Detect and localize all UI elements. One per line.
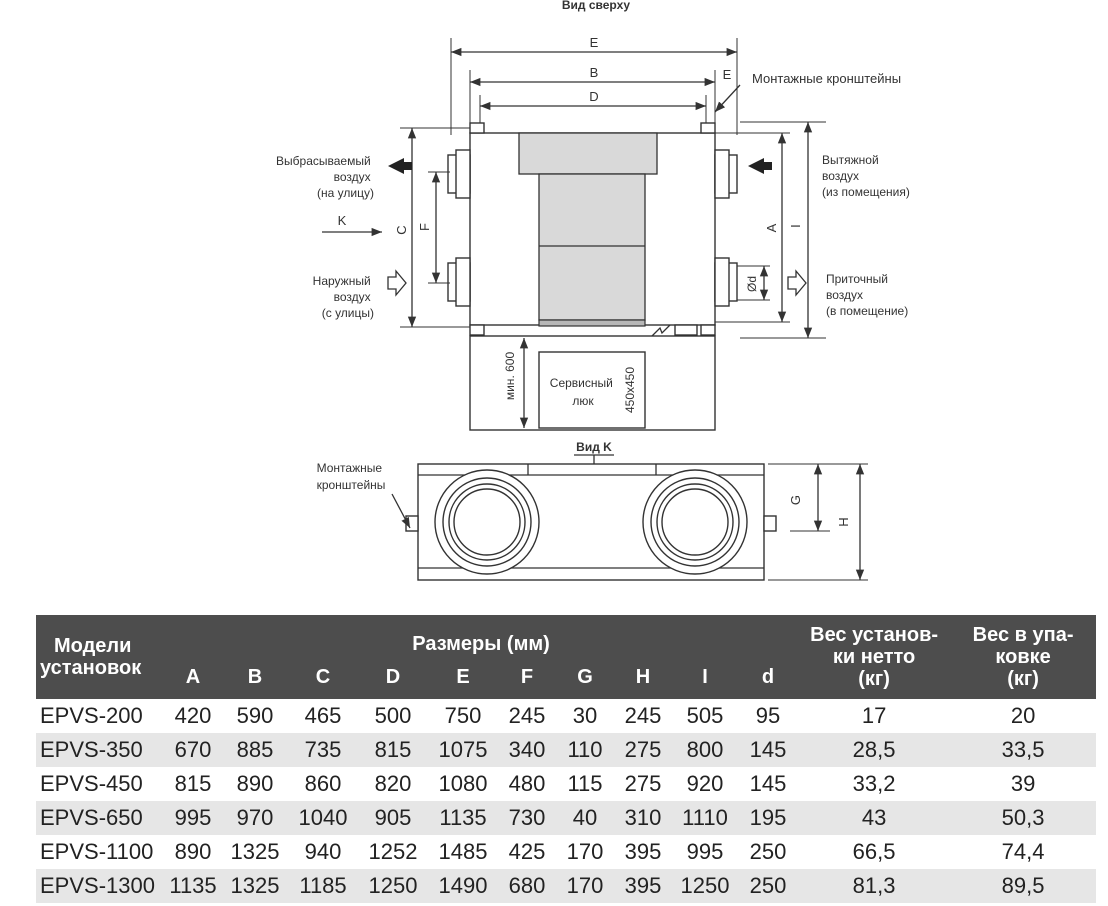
top-view-title: Вид сверху xyxy=(561,0,631,12)
hatch-size-label: 450x450 xyxy=(623,366,637,414)
dimension-cell: 170 xyxy=(556,869,614,903)
min-600-label: мин. 600 xyxy=(503,351,517,401)
brackets-k-label: Монтажные кронштейны xyxy=(316,461,386,492)
col-header-d-small: d xyxy=(738,655,798,699)
dimension-cell: 30 xyxy=(556,699,614,733)
dimension-cell: 680 xyxy=(498,869,556,903)
dimension-cell: 1325 xyxy=(222,835,288,869)
dim-f-label: F xyxy=(417,223,432,231)
dimension-cell: 115 xyxy=(556,767,614,801)
weight-pack-cell: 39 xyxy=(950,767,1096,801)
dimension-cell: 145 xyxy=(738,733,798,767)
dimension-cell: 395 xyxy=(614,869,672,903)
dimension-cell: 750 xyxy=(428,699,498,733)
dim-c-label: C xyxy=(394,225,409,235)
weight-net-cell: 43 xyxy=(798,801,950,835)
dimension-cell: 275 xyxy=(614,733,672,767)
dimension-cell: 145 xyxy=(738,767,798,801)
models-header-line1: Модели xyxy=(54,635,132,657)
dimension-cell: 310 xyxy=(614,801,672,835)
weight-pack-header: Вес в упа- ковке (кг) xyxy=(950,615,1096,699)
dimension-cell: 1250 xyxy=(358,869,428,903)
dimension-cell: 170 xyxy=(556,835,614,869)
model-cell: EPVS-650 xyxy=(36,801,164,835)
table-row xyxy=(36,733,1096,767)
weight-net-header: Вес установ- ки нетто (кг) xyxy=(798,615,950,699)
dimension-cell: 735 xyxy=(288,733,358,767)
col-header-h: H xyxy=(614,655,672,699)
dimension-cell: 95 xyxy=(738,699,798,733)
model-cell: EPVS-1300 xyxy=(36,869,164,903)
dimension-cell: 1252 xyxy=(358,835,428,869)
col-header-e: E xyxy=(428,655,498,699)
dimension-cell: 340 xyxy=(498,733,556,767)
dimension-cell: 250 xyxy=(738,869,798,903)
dimension-cell: 590 xyxy=(222,699,288,733)
dimension-cell: 970 xyxy=(222,801,288,835)
weight-net-cell: 81,3 xyxy=(798,869,950,903)
dimension-cell: 1185 xyxy=(288,869,358,903)
duct-circle-right xyxy=(643,470,747,574)
outdoor-label: Наружный воздух (с улицы) xyxy=(312,274,374,320)
models-header-line2: установок xyxy=(40,657,142,679)
dimension-cell: 1250 xyxy=(672,869,738,903)
dimension-cell: 420 xyxy=(164,699,222,733)
dim-i-label: I xyxy=(788,224,803,228)
table-row xyxy=(36,835,1096,869)
weight-pack-cell: 50,3 xyxy=(950,801,1096,835)
brackets-top-label: Монтажные кронштейны xyxy=(752,71,902,86)
dimension-cell: 275 xyxy=(614,767,672,801)
dimension-cell: 245 xyxy=(614,699,672,733)
col-header-d: D xyxy=(358,655,428,699)
exhaust-label: Выбрасываемый воздух (на улицу) xyxy=(276,154,374,200)
table-row xyxy=(36,699,1096,733)
dimension-cell: 250 xyxy=(738,835,798,869)
outdoor-arrow-icon xyxy=(388,271,406,295)
dimension-cell: 1135 xyxy=(164,869,222,903)
dimension-cell: 245 xyxy=(498,699,556,733)
dimension-cell: 670 xyxy=(164,733,222,767)
dimension-cell: 505 xyxy=(672,699,738,733)
dimension-cell: 730 xyxy=(498,801,556,835)
view-k-marker: K xyxy=(337,213,347,228)
dimension-cell: 885 xyxy=(222,733,288,767)
dim-h-label: H xyxy=(836,517,851,527)
spec-table-body xyxy=(36,699,1096,903)
dimension-cell: 800 xyxy=(672,733,738,767)
duct-circle-left xyxy=(435,470,539,574)
weight-pack-cell: 33,5 xyxy=(950,733,1096,767)
dimension-cell: 1325 xyxy=(222,869,288,903)
dim-e-label: E xyxy=(589,35,599,50)
dimension-cell: 1040 xyxy=(288,801,358,835)
col-header-c: C xyxy=(288,655,358,699)
model-cell: EPVS-1100 xyxy=(36,835,164,869)
dimension-cell: 425 xyxy=(498,835,556,869)
weight-pack-cell: 74,4 xyxy=(950,835,1096,869)
dimension-cell: 860 xyxy=(288,767,358,801)
dimension-cell: 195 xyxy=(738,801,798,835)
exhaust-arrow-icon xyxy=(388,158,412,174)
col-header-b: B xyxy=(222,655,288,699)
table-row xyxy=(36,801,1096,835)
dim-d-dia-label: Ød xyxy=(745,275,759,293)
weight-net-cell: 28,5 xyxy=(798,733,950,767)
weight-net-cell: 33,2 xyxy=(798,767,950,801)
table-row xyxy=(36,767,1096,801)
supply-label: Приточный воздух (в помещение) xyxy=(826,272,909,318)
dim-b-label: B xyxy=(589,65,599,80)
spec-table xyxy=(36,615,1096,903)
supply-arrow-icon xyxy=(788,271,806,295)
extract-label: Вытяжной воздух (из помещения) xyxy=(822,153,910,199)
dimension-cell: 995 xyxy=(672,835,738,869)
table-row xyxy=(36,869,1096,903)
dimension-cell: 395 xyxy=(614,835,672,869)
dimension-cell: 40 xyxy=(556,801,614,835)
dimension-cell: 815 xyxy=(164,767,222,801)
dimension-cell: 110 xyxy=(556,733,614,767)
dimension-cell: 940 xyxy=(288,835,358,869)
weight-pack-cell: 89,5 xyxy=(950,869,1096,903)
dim-d-label: D xyxy=(589,89,599,104)
models-header xyxy=(36,615,164,699)
dimension-cell: 1080 xyxy=(428,767,498,801)
dimension-cell: 1490 xyxy=(428,869,498,903)
col-header-f: F xyxy=(498,655,556,699)
col-header-a: A xyxy=(164,655,222,699)
dimension-cell: 820 xyxy=(358,767,428,801)
dimension-cell: 1075 xyxy=(428,733,498,767)
model-cell: EPVS-450 xyxy=(36,767,164,801)
dimension-cell: 920 xyxy=(672,767,738,801)
weight-pack-cell: 20 xyxy=(950,699,1096,733)
dimension-cell: 1135 xyxy=(428,801,498,835)
dimension-cell: 890 xyxy=(164,835,222,869)
dimension-cell: 1110 xyxy=(672,801,738,835)
dimension-cell: 465 xyxy=(288,699,358,733)
col-header-i: I xyxy=(672,655,738,699)
model-cell: EPVS-350 xyxy=(36,733,164,767)
dimension-cell: 500 xyxy=(358,699,428,733)
dim-e-small-label: E xyxy=(722,67,732,82)
dimension-cell: 1485 xyxy=(428,835,498,869)
extract-arrow-icon xyxy=(748,158,772,174)
view-k-title: Вид K xyxy=(576,440,612,454)
dim-g-label: G xyxy=(788,494,803,506)
dimension-cell: 890 xyxy=(222,767,288,801)
dimension-cell: 480 xyxy=(498,767,556,801)
weight-net-cell: 66,5 xyxy=(798,835,950,869)
dimensions-header: Размеры (мм) xyxy=(164,615,798,655)
dimension-cell: 905 xyxy=(358,801,428,835)
model-cell: EPVS-200 xyxy=(36,699,164,733)
col-header-g: G xyxy=(556,655,614,699)
dim-a-label: A xyxy=(764,223,779,233)
dimension-cell: 995 xyxy=(164,801,222,835)
dimension-cell: 815 xyxy=(358,733,428,767)
weight-net-cell: 17 xyxy=(798,699,950,733)
service-hatch-label: Сервисный люк xyxy=(549,376,613,408)
